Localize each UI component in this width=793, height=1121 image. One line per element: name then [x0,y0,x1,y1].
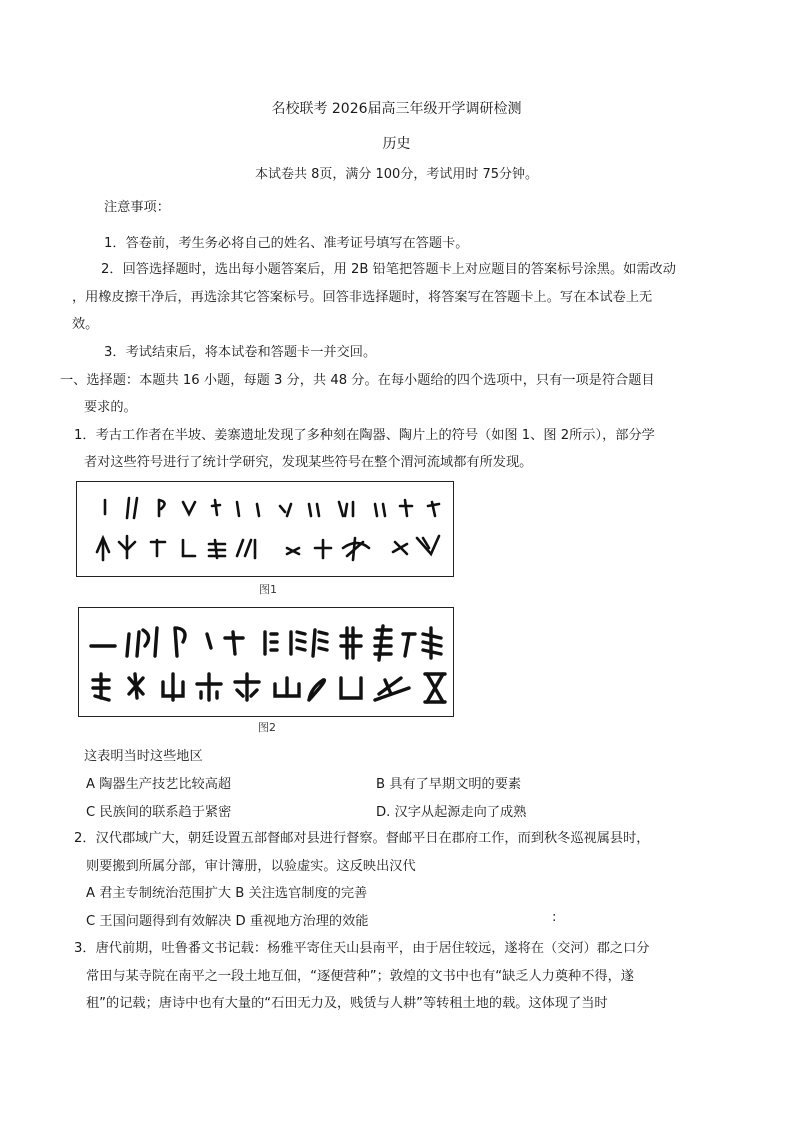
q2-options-cd: C 王国问题得到有效解决 D 重视地方治理的效能 [86,914,369,929]
figure-2-symbol-drawing [79,608,453,716]
exam-title: 名校联考 2026届高三年级开学调研检测 [271,101,522,117]
notes-heading: 注意事项： [104,200,170,215]
q3-stem-line-1: 3．唐代前期，吐鲁番文书记载：杨雅平寄住天山县南平，由于居住较远，遂将在（交河）郡之口分 [74,941,650,956]
note-2-line-1: 2．回答选择题时，选出每小题答案后，用 2B 铅笔把答题卡上对应题目的答案标号涂黑。如需改动 [101,262,676,277]
q1-stem-line-1: 1．考古工作者在半坡、姜寨遗址发现了多种刻在陶器、陶片上的符号（如图 1、图 2所示），部分学 [74,428,655,443]
q1-option-b: B 具有了早期文明的要素 [376,777,522,792]
figure-1-symbols [76,481,454,577]
section-1-line-1: 一、选择题：本题共 16 小题，每题 3 分，共 48 分。在每小题给的四个选项中，只有一项是符合题目 [60,373,655,388]
q1-option-a: A 陶器生产技艺比较高超 [86,777,232,792]
figure-2-caption: 图2 [258,721,276,734]
q1-option-d: D. 汉字从起源走向了成熟 [376,805,527,820]
note-2-line-3: 效。 [72,317,99,332]
q1-option-c: C 民族间的联系趋于紧密 [86,805,232,820]
q1-stem-line-3: 这表明当时这些地区 [84,749,203,764]
q2-stem-line-1: 2．汉代郡域广大，朝廷设置五部督邮对县进行督察。督邮平日在郡府工作，而到秋冬巡视属县时， [74,831,650,846]
q1-stem-line-2: 者对这些符号进行了统计学研究，发现某些符号在整个渭河流域都有所发现。 [84,455,533,470]
note-3: 3．考试结束后，将本试卷和答题卡一并交回。 [104,345,377,360]
figure-2-symbols [78,607,454,717]
q2-stem-line-2: 则要搬到所属分部，审计簿册，以验虚实。这反映出汉代 [86,859,416,874]
section-1-line-2: 要求的。 [84,400,137,415]
q2-options-ab: A 君主专制统治范围扩大 B 关注选官制度的完善 [86,886,368,901]
q2-margin-mark: : [552,910,557,925]
note-1: 1．答卷前，考生务必将自己的姓名、准考证号填写在答题卡。 [104,236,469,251]
q3-stem-line-2: 常田与某寺院在南平之一段土地互佃，“逐便营种”；敦煌的文书中也有“缺乏人力奠种不得，遂 [86,969,634,984]
figure-1-caption: 图1 [259,583,277,596]
exam-subject: 历史 [382,136,411,152]
q3-stem-line-3: 租”的记载；唐诗中也有大量的“石田无力及，贱赁与人耕”等转租土地的载。这体现了当时 [86,996,608,1011]
exam-info: 本试卷共 8页，满分 100分，考试用时 75分钟。 [254,167,539,182]
figure-1-symbol-drawing [77,482,453,576]
note-2-line-2: ，用橡皮擦干净后，再选涂其它答案标号。回答非选择题时，将答案写在答题卡上。写在本试卷上无 [72,290,653,305]
